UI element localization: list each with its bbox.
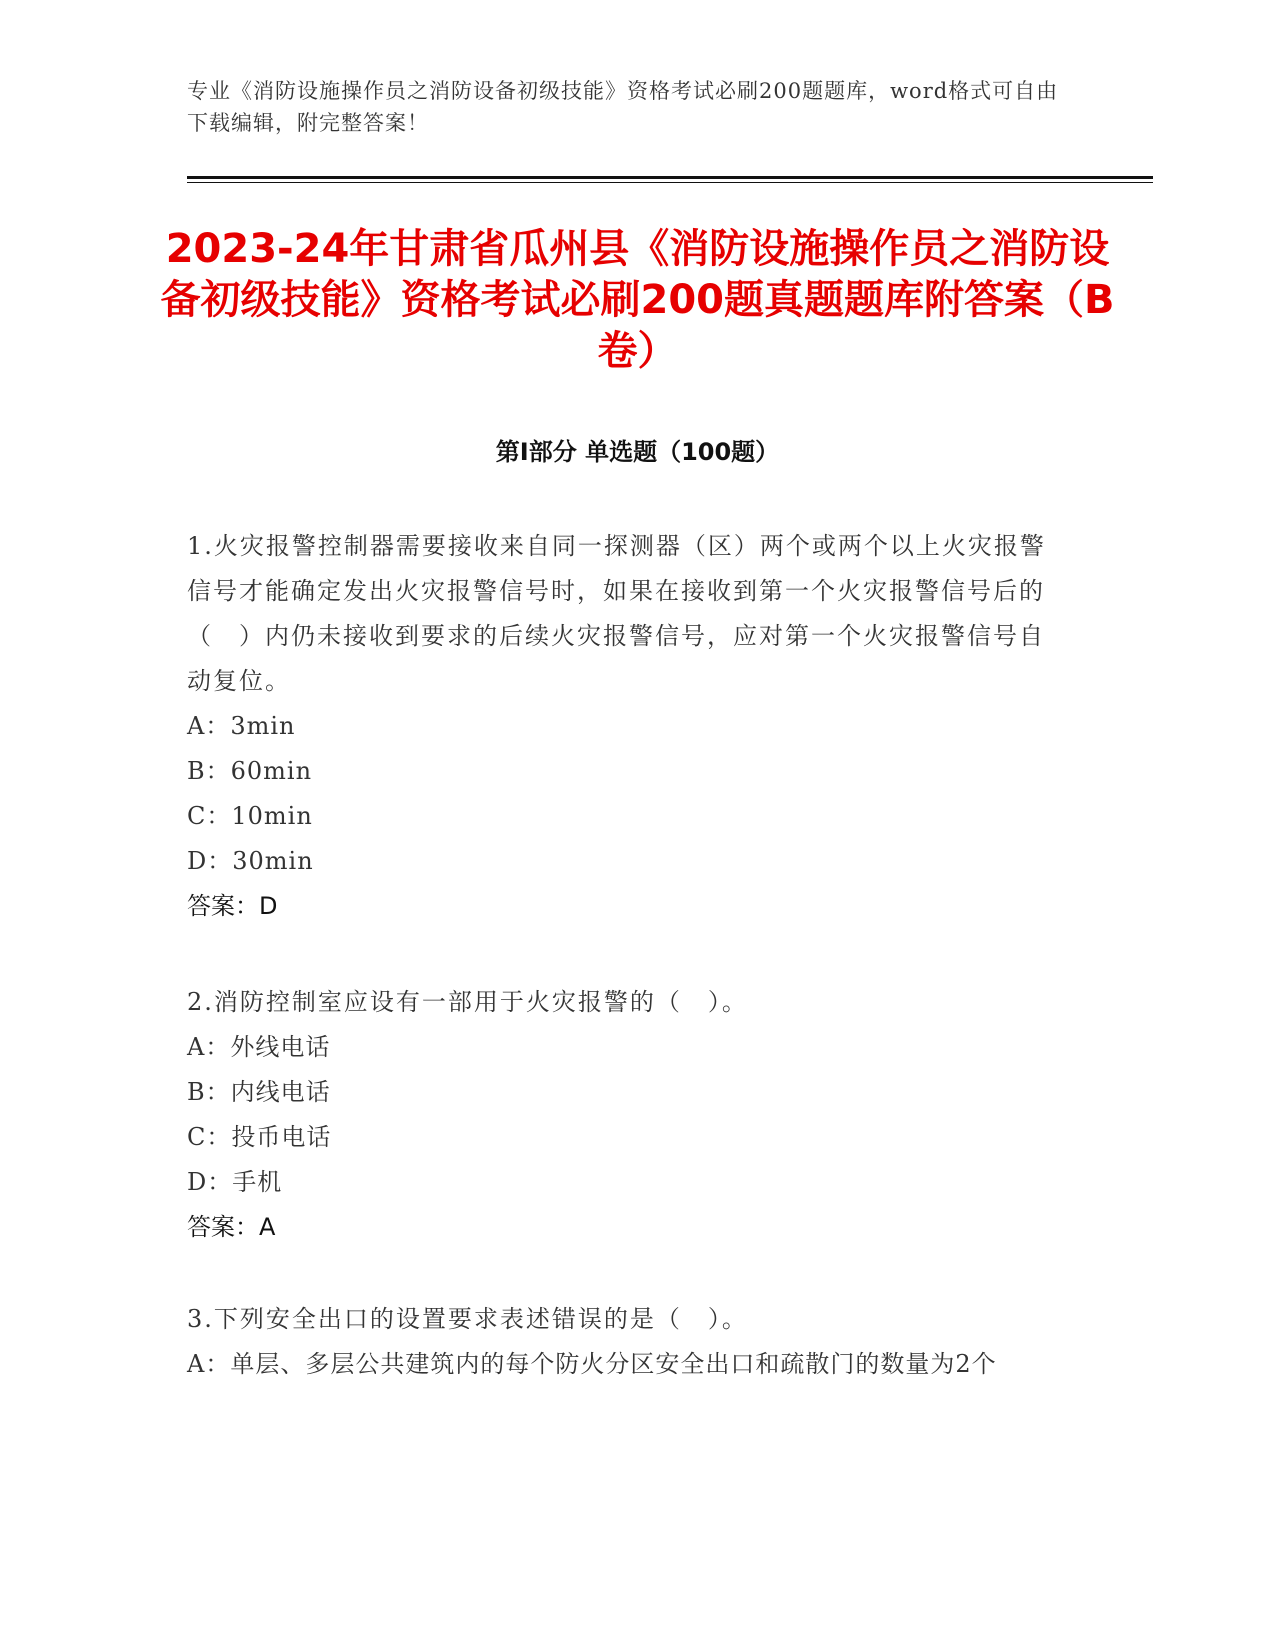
option-d: D：30min bbox=[187, 847, 314, 875]
option-c: C：投币电话 bbox=[187, 1123, 332, 1151]
question-2 bbox=[187, 980, 1067, 1250]
section-title: 第Ⅰ部分 单选题（100题） bbox=[495, 438, 780, 466]
header-divider-thin bbox=[187, 182, 1153, 183]
question-1 bbox=[187, 524, 1067, 929]
option-b: B：内线电话 bbox=[187, 1078, 331, 1106]
option-d: D：手机 bbox=[187, 1168, 283, 1196]
option-b: B：60min bbox=[187, 757, 313, 785]
header-divider-thick bbox=[187, 176, 1153, 179]
option-a: A：外线电话 bbox=[187, 1033, 331, 1061]
header-note: 专业《消防设施操作员之消防设备初级技能》资格考试必刷200题题库，word格式可自由下载编辑，附完整答案！ bbox=[187, 79, 1059, 135]
question-stem: 2.消防控制室应设有一部用于火灾报警的（ ）。 bbox=[187, 988, 748, 1016]
option-a: A：3min bbox=[187, 712, 296, 740]
option-a: A：单层、多层公共建筑内的每个防火分区安全出口和疏散门的数量为2个 bbox=[187, 1350, 997, 1378]
question-stem: 3.下列安全出口的设置要求表述错误的是（ ）。 bbox=[187, 1305, 748, 1333]
option-c: C：10min bbox=[187, 802, 313, 830]
question-3 bbox=[187, 1297, 1067, 1387]
document-title: 2023-24年甘肃省瓜州县《消防设施操作员之消防设备初级技能》资格考试必刷200题真题题库附答案（B卷） bbox=[160, 226, 1115, 374]
answer: 答案：A bbox=[187, 1213, 276, 1241]
question-stem: 1.火灾报警控制器需要接收来自同一探测器（区）两个或两个以上火灾报警信号才能确定发出火灾报警信号时，如果在接收到第一个火灾报警信号后的（ ）内仍未接收到要求的后续火灾报警信号，应对第一个火灾报警信号自动复位。 bbox=[187, 532, 1046, 695]
answer: 答案：D bbox=[187, 892, 278, 920]
